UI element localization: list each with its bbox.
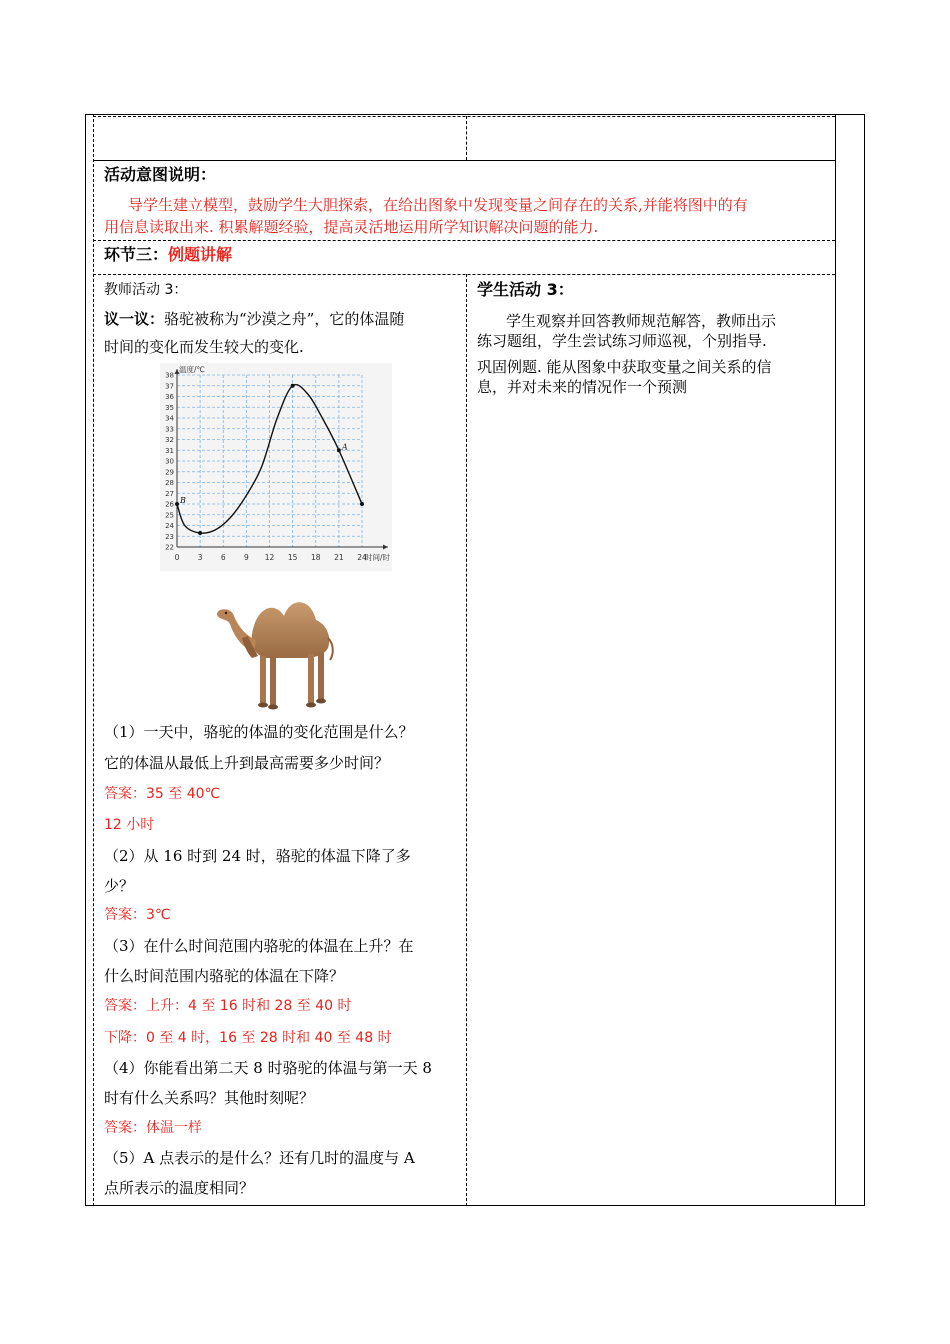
answer3-line1: 答案：上升：4 至 16 时和 28 至 40 时: [104, 998, 352, 1014]
chart-data-point: [360, 502, 364, 506]
chart-y-tick-label: 35: [165, 403, 174, 412]
chart-x-tick-label: 3: [197, 553, 203, 562]
chart-y-tick-label: 24: [165, 522, 174, 530]
chart-x-tick-label: 24: [357, 553, 367, 562]
teacher-activity-label: 教师活动 3：: [104, 282, 188, 298]
chart-y-tick-label: 22: [165, 543, 174, 552]
row-divider: [93, 240, 835, 241]
chart-x-tick-label: 0: [174, 553, 180, 562]
column-divider: [466, 274, 467, 1206]
chart-data-point: [198, 531, 202, 535]
discuss-label: 议一议：: [104, 310, 165, 328]
student-text-line2: 练习题组，学生尝试练习师巡视，个别指导.: [477, 332, 767, 350]
answer4: 答案：体温一样: [104, 1120, 202, 1136]
intent-text-line2: 用信息读取出来. 积累解题经验，提高灵活地运用所学知识解决问题的能力.: [104, 218, 599, 236]
column-divider: [466, 116, 467, 160]
row-divider: [93, 274, 835, 275]
chart-point-label: A: [341, 442, 348, 452]
row-divider: [93, 116, 835, 117]
question1-line2: 它的体温从最低上升到最高需要多少时间？: [104, 754, 390, 772]
chart-y-tick-label: 23: [165, 532, 174, 541]
chart-x-tick-label: 12: [264, 553, 275, 562]
chart-x-tick-label: 18: [310, 553, 321, 562]
camel-temperature-chart: [160, 363, 392, 571]
answer1-line2: 12 小时: [104, 817, 155, 833]
chart-y-axis-label: 温度/℃: [179, 365, 205, 374]
question4-line1: （4）你能看出第二天 8 时骆驼的体温与第一天 8: [104, 1059, 432, 1077]
question3-line2: 什么时间范围内骆驼的体温在下降？: [104, 967, 345, 985]
student-text-line1: 学生观察并回答教师规范解答，教师出示: [506, 312, 777, 330]
answer1-line1: 答案：35 至 40℃: [104, 786, 221, 802]
chart-data-point: [337, 448, 341, 452]
student-text-line4: 息，并对未来的情况作一个预测: [477, 378, 688, 396]
question1-line1: （1）一天中，骆驼的体温的变化范围是什么？: [104, 723, 414, 741]
table-right-border: [835, 114, 836, 1206]
chart-x-tick-label: 9: [243, 553, 249, 562]
discuss-line1: [104, 309, 404, 329]
question5-line1: （5）A 点表示的是什么？还有几时的温度与 A: [104, 1149, 415, 1167]
camel-illustration: [212, 586, 352, 712]
question5-line2: 点所表示的温度相同？: [104, 1179, 255, 1197]
chart-y-tick-label: 27: [165, 489, 174, 498]
chart-y-tick-label: 28: [165, 479, 174, 487]
chart-y-tick-label: 36: [165, 393, 174, 401]
chart-x-axis-label: 时间/时: [365, 553, 391, 562]
question2-line2: 少？: [104, 877, 135, 895]
chart-x-tick-label: 15: [287, 553, 298, 562]
discuss-line2: 时间的变化而发生较大的变化.: [104, 338, 304, 356]
question3-line1: （3）在什么时间范围内骆驼的体温在上升？在: [104, 937, 414, 955]
chart-svg: [160, 363, 392, 571]
student-text-line3: 巩固例题. 能从图象中获取变量之间关系的信: [477, 358, 772, 376]
chart-x-arrow: [383, 545, 388, 550]
intent-text-line1: 导学生建立模型，鼓励学生大胆探索，在给出图象中发现变量之间存在的关系,并能将图中的有: [128, 196, 748, 214]
chart-y-tick-label: 25: [165, 511, 174, 520]
chart-y-tick-label: 34: [165, 414, 174, 423]
chart-y-tick-label: 30: [165, 457, 174, 466]
student-activity-label: 学生活动 3：: [477, 280, 574, 299]
section-title: 例题讲解: [168, 245, 233, 264]
question2-line1: （2）从 16 时到 24 时，骆驼的体温下降了多: [104, 847, 411, 865]
section-heading: [104, 245, 232, 265]
chart-data-point: [291, 384, 295, 388]
table-inner-left-border: [93, 114, 94, 1206]
answer3-line2: 下降：0 至 4 时，16 至 28 时和 40 至 48 时: [104, 1030, 392, 1046]
chart-x-tick-label: 6: [220, 553, 226, 562]
chart-y-tick-label: 29: [165, 468, 174, 477]
discuss-text: 骆驼被称为“沙漠之舟”，它的体温随: [164, 310, 405, 328]
chart-y-tick-label: 32: [165, 436, 174, 444]
row-divider: [93, 160, 835, 161]
chart-data-point: [175, 502, 179, 506]
chart-y-tick-label: 26: [165, 500, 174, 509]
chart-y-tick-label: 31: [165, 446, 174, 455]
chart-y-tick-label: 33: [165, 425, 174, 434]
intent-heading: 活动意图说明：: [104, 165, 217, 184]
chart-point-label: B: [180, 496, 186, 505]
chart-y-tick-label: 38: [165, 371, 174, 380]
chart-x-tick-label: 21: [334, 553, 344, 562]
chart-y-tick-label: 37: [165, 382, 174, 391]
section-prefix: 环节三：: [104, 245, 169, 264]
question4-line2: 时有什么关系吗？其他时刻呢？: [104, 1089, 315, 1107]
answer2: 答案：3℃: [104, 907, 171, 923]
